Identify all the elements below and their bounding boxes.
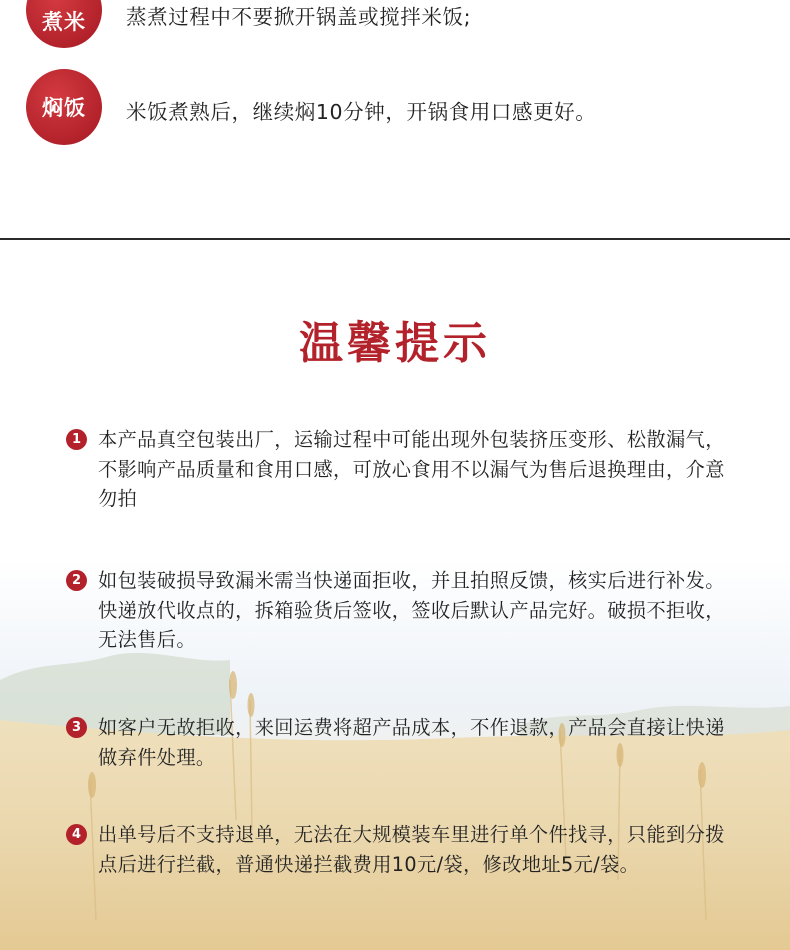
tip-text: 本产品真空包装出厂，运输过程中可能出现外包装挤压变形、松散漏气，不影响产品质量和食用口感，可放心食用不以漏气为售后退换理由，介意勿拍 [98,428,725,510]
step-badge [26,0,102,48]
tip-number-badge: 3 [66,717,87,738]
tip-text: 出单号后不支持退单，无法在大规模装车里进行单个件找寻，只能到分拨点后进行拦截，普通快递拦截费用10元/袋，修改地址5元/袋。 [98,823,725,876]
step-badge-label: 煮米 [42,10,86,34]
tips-title: 温馨提示 [299,318,491,369]
step-badge [26,69,102,145]
tip-number-badge: 1 [66,429,87,450]
section-divider [0,238,790,240]
step-description: 米饭煮熟后，继续焖10分钟，开锅食用口感更好。 [126,100,597,124]
tip-number-badge: 4 [66,824,87,845]
step-badge-label: 焖饭 [42,96,86,120]
tip-number-badge: 2 [66,570,87,591]
step-description: 蒸煮过程中不要掀开锅盖或搅拌米饭; [126,5,472,29]
tip-text: 如包装破损导致漏米需当快递面拒收，并且拍照反馈，核实后进行补发。快递放代收点的，拆箱验货后签收，签收后默认产品完好。破损不拒收，无法售后。 [98,569,725,651]
tip-text: 如客户无故拒收，来回运费将超产品成本，不作退款，产品会直接让快递做弃件处理。 [98,716,725,769]
